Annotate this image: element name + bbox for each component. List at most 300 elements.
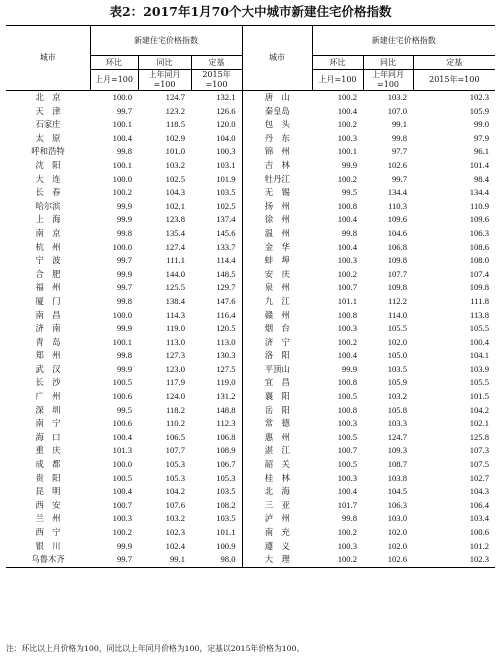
- left-yoy-cell: 106.5: [165, 431, 185, 442]
- right-fixed-cell: 102.3: [413, 553, 495, 567]
- left-yoy-cell: 99.1: [138, 553, 191, 567]
- table-row: [6, 309, 495, 323]
- table-row: [6, 404, 495, 418]
- left-mom-cell: 99.8: [116, 350, 132, 361]
- table-row: [6, 553, 495, 567]
- right-yoy-cell: 112.2: [388, 295, 408, 306]
- right-fixed-cell: 98.4: [473, 173, 490, 184]
- city-header-right: 城市: [242, 26, 312, 91]
- left-mom-cell: 100.0: [112, 309, 132, 320]
- right-yoy-cell: 109.3: [387, 445, 408, 456]
- right-yoy-cell: 106.8: [387, 241, 408, 252]
- right-yoy-cell: 109.6: [387, 214, 408, 225]
- left-mom-cell: 100.0: [112, 459, 132, 470]
- right-fixed-cell: 105.5: [469, 377, 490, 388]
- left-yoy-cell: 110.2: [165, 418, 185, 429]
- right-fixed-cell: 104.1: [469, 350, 490, 361]
- index-group-header-right: 新建住宅价格指数: [312, 26, 495, 56]
- table-row: [6, 200, 495, 214]
- left-city-cell: 石家庄: [35, 119, 61, 130]
- left-yoy-cell: 127.3: [165, 350, 185, 361]
- right-fixed-cell: 107.3: [469, 445, 490, 456]
- right-yoy-cell: 103.2: [387, 92, 408, 102]
- right-city-cell: 锦 州: [242, 145, 312, 159]
- right-yoy-cell: 114.0: [388, 309, 408, 320]
- left-yoy-cell: 123.8: [165, 214, 185, 225]
- left-mom-cell: 100.5: [112, 472, 132, 483]
- right-city-cell: 韶 关: [242, 458, 312, 472]
- left-fixed-cell: 104.0: [216, 132, 236, 143]
- right-city-cell: 宜 昌: [242, 376, 312, 390]
- right-city-cell: 惠 州: [242, 431, 312, 445]
- left-fixed-cell: 120.0: [216, 119, 236, 130]
- left-mom-cell: 100.0: [112, 241, 132, 252]
- right-fixed-cell: 109.8: [469, 282, 490, 293]
- left-fixed-cell: 148.8: [216, 404, 236, 415]
- left-mom-cell: 100.2: [112, 527, 132, 537]
- right-fixed-cell: 134.4: [469, 187, 490, 198]
- table-row: [6, 417, 495, 431]
- left-fixed-cell: 108.9: [216, 445, 236, 456]
- right-yoy-cell: 105.5: [387, 323, 408, 334]
- left-yoy-cell: 124.0: [165, 391, 185, 402]
- table-row: [6, 241, 495, 255]
- right-city-cell: 洛 阳: [242, 349, 312, 363]
- left-yoy-cell: 144.0: [165, 268, 185, 279]
- left-mom-cell: 99.8: [116, 146, 132, 157]
- left-mom-cell: 100.0: [112, 92, 132, 102]
- left-mom-cell: 100.1: [112, 336, 132, 347]
- left-fixed-cell: 133.7: [216, 241, 236, 252]
- right-city-cell: 平顶山: [242, 363, 312, 377]
- right-city-cell: 吉 林: [242, 159, 312, 173]
- left-yoy-cell: 102.5: [165, 173, 185, 184]
- right-fixed-cell: 97.9: [473, 132, 490, 143]
- right-city-cell: 温 州: [242, 227, 312, 241]
- left-fixed-cell: 106.7: [216, 459, 236, 470]
- right-yoy-cell: 104.6: [387, 227, 408, 238]
- table-body: [6, 91, 495, 568]
- left-mom-cell: 100.1: [112, 119, 132, 130]
- right-city-cell: 丹 东: [242, 132, 312, 146]
- right-mom-cell: 99.5: [341, 187, 358, 198]
- right-fixed-cell: 101.2: [469, 540, 490, 551]
- left-fixed-cell: 103.5: [216, 187, 236, 198]
- left-city-cell: 呼和浩特: [31, 146, 65, 157]
- right-fixed-cell: 109.6: [469, 214, 490, 225]
- right-city-cell: 烟 台: [242, 322, 312, 336]
- left-mom-cell: 99.7: [116, 105, 132, 116]
- left-city-cell: 长 沙: [35, 377, 61, 388]
- table-row: [6, 336, 495, 350]
- right-fixed-cell: 108.6: [469, 241, 490, 252]
- right-yoy-cell: 97.7: [391, 146, 408, 157]
- table-row: [6, 349, 495, 363]
- left-yoy-cell: 127.4: [165, 241, 185, 252]
- left-fixed-cell: 103.1: [216, 159, 236, 170]
- right-city-cell: 赣 州: [242, 309, 312, 323]
- right-city-cell: 泉 州: [242, 281, 312, 295]
- right-mom-cell: 100.2: [337, 336, 358, 347]
- right-fixed-cell: 102.3: [469, 92, 490, 102]
- right-mom-cell: 100.8: [337, 404, 358, 415]
- right-mom-cell: 100.3: [337, 255, 358, 266]
- right-fixed-cell: 107.5: [469, 459, 490, 470]
- footnote: 注：环比以上月价格为100，同比以上年同月价格为100，定基以2015年价格为100。: [6, 644, 305, 653]
- left-city-cell: 沈 阳: [35, 159, 61, 170]
- table-row: [6, 91, 495, 105]
- right-fixed-cell: 106.3: [469, 227, 490, 238]
- table-row: [6, 540, 495, 554]
- right-mom-cell: 100.8: [337, 200, 358, 211]
- left-yoy-cell: 125.5: [165, 282, 185, 293]
- left-city-cell: 郑 州: [35, 350, 61, 361]
- left-city-cell: 海 口: [35, 431, 61, 442]
- left-fixed-cell: 120.5: [216, 323, 236, 334]
- left-city-cell: 西 安: [35, 499, 61, 510]
- table-row: [6, 132, 495, 146]
- right-fixed-cell: 110.9: [470, 200, 490, 211]
- left-fixed-cell: 108.2: [216, 499, 236, 510]
- right-mom-cell: 100.3: [337, 472, 358, 483]
- left-fixed-cell: 114.4: [216, 255, 236, 266]
- left-mom-cell: 100.4: [112, 486, 132, 497]
- right-mom-cell: 100.3: [337, 418, 358, 429]
- left-fixed-cell: 127.5: [216, 363, 236, 374]
- left-city-cell: 南 昌: [35, 309, 61, 320]
- left-fixed-cell: 98.0: [191, 553, 242, 567]
- right-city-cell: 秦皇岛: [242, 105, 312, 119]
- left-mom-cell: 99.9: [116, 200, 132, 211]
- fixed-header-left: 定基: [191, 56, 242, 70]
- left-fixed-cell: 148.5: [216, 268, 236, 279]
- table-row: [6, 458, 495, 472]
- left-fixed-cell: 119.0: [216, 377, 236, 388]
- left-mom-cell: 99.7: [90, 553, 138, 567]
- right-city-cell: 金 华: [242, 241, 312, 255]
- right-yoy-cell: 108.7: [387, 459, 408, 470]
- right-fixed-cell: 111.8: [470, 295, 490, 306]
- left-fixed-cell: 147.6: [216, 295, 236, 306]
- left-fixed-cell: 116.4: [216, 309, 236, 320]
- mom-header-right: 环比: [312, 56, 363, 70]
- left-yoy-cell: 113.0: [165, 336, 185, 347]
- left-mom-cell: 100.6: [112, 391, 132, 402]
- left-mom-cell: 100.4: [112, 132, 132, 143]
- table-row: [6, 485, 495, 499]
- right-yoy-cell: 99.1: [391, 119, 408, 130]
- right-yoy-cell: 105.0: [387, 350, 408, 361]
- left-mom-cell: 100.3: [112, 513, 132, 524]
- right-fixed-cell: 113.8: [470, 309, 490, 320]
- right-fixed-cell: 125.8: [469, 431, 490, 442]
- left-fixed-cell: 132.1: [216, 92, 236, 102]
- left-city-cell: 南 宁: [35, 418, 61, 429]
- left-fixed-cell: 130.3: [216, 350, 236, 361]
- fixed-base-left: 2015年=100: [191, 70, 242, 91]
- table-row: [6, 213, 495, 227]
- right-mom-cell: 100.3: [337, 132, 358, 143]
- right-city-cell: 牡丹江: [242, 173, 312, 187]
- mom-base-left: 上月=100: [90, 70, 138, 91]
- right-mom-cell: 100.7: [337, 282, 358, 293]
- right-city-cell: 南 充: [242, 526, 312, 540]
- left-mom-cell: 99.8: [116, 227, 132, 238]
- left-city-cell: 合 肥: [35, 268, 61, 279]
- left-mom-cell: 99.7: [116, 282, 132, 293]
- left-yoy-cell: 105.3: [165, 459, 185, 470]
- right-mom-cell: 100.5: [337, 431, 358, 442]
- left-yoy-cell: 123.2: [165, 105, 185, 116]
- left-mom-cell: 99.9: [116, 540, 132, 551]
- table-row: [6, 431, 495, 445]
- right-city-cell: 襄 阳: [242, 390, 312, 404]
- right-yoy-cell: 103.3: [387, 418, 408, 429]
- left-city-cell: 福 州: [35, 282, 61, 293]
- left-yoy-cell: 118.5: [165, 119, 185, 130]
- table-title: 表2：2017年1月70个大中城市新建住宅价格指数: [109, 4, 392, 19]
- left-fixed-cell: 101.9: [216, 173, 236, 184]
- right-mom-cell: 100.2: [337, 268, 358, 279]
- mom-header-left: 环比: [90, 56, 138, 70]
- table-row: [6, 105, 495, 119]
- right-mom-cell: 99.8: [341, 513, 358, 524]
- right-mom-cell: 99.8: [341, 227, 358, 238]
- table-row: [6, 444, 495, 458]
- left-fixed-cell: 129.7: [216, 282, 236, 293]
- table-row: [6, 118, 495, 132]
- left-city-cell: 银 川: [35, 540, 61, 551]
- right-mom-cell: 100.2: [337, 173, 358, 184]
- left-city-cell: 青 岛: [35, 336, 61, 347]
- left-city-cell: 厦 门: [35, 295, 61, 306]
- left-yoy-cell: 103.2: [165, 513, 185, 524]
- left-yoy-cell: 103.2: [165, 159, 185, 170]
- left-yoy-cell: 107.7: [165, 445, 185, 456]
- right-mom-cell: 100.4: [337, 241, 358, 252]
- right-mom-cell: 100.3: [337, 540, 358, 551]
- right-yoy-cell: 109.8: [387, 255, 408, 266]
- left-mom-cell: 100.4: [112, 431, 132, 442]
- right-mom-cell: 100.1: [337, 146, 358, 157]
- left-fixed-cell: 105.3: [216, 472, 236, 483]
- left-fixed-cell: 145.6: [216, 227, 236, 238]
- right-city-cell: 湛 江: [242, 444, 312, 458]
- left-mom-cell: 99.5: [116, 404, 132, 415]
- right-city-cell: 桂 林: [242, 472, 312, 486]
- left-city-cell: 昆 明: [35, 486, 61, 497]
- yoy-base-right: 上年同月=100: [363, 70, 413, 91]
- right-mom-cell: 99.9: [341, 363, 358, 374]
- left-city-cell: 贵 阳: [35, 472, 61, 483]
- fixed-header-right: 定基: [413, 56, 495, 70]
- left-mom-cell: 100.2: [112, 187, 132, 198]
- right-fixed-cell: 101.5: [469, 391, 490, 402]
- right-mom-cell: 100.4: [337, 105, 358, 116]
- right-mom-cell: 100.4: [337, 486, 358, 497]
- right-mom-cell: 100.3: [337, 323, 358, 334]
- right-mom-cell: 100.8: [337, 309, 358, 320]
- right-mom-cell: 100.2: [337, 527, 358, 537]
- left-city-cell: 兰 州: [35, 513, 61, 524]
- right-yoy-cell: 109.8: [387, 282, 408, 293]
- right-city-cell: 大 理: [242, 553, 312, 567]
- left-mom-cell: 100.7: [112, 499, 132, 510]
- left-fixed-cell: 101.1: [216, 527, 236, 537]
- right-fixed-cell: 96.1: [473, 146, 490, 157]
- left-city-cell: 重 庆: [35, 445, 61, 456]
- right-fixed-cell: 105.9: [469, 105, 490, 116]
- right-yoy-cell: 105.8: [387, 404, 408, 415]
- left-fixed-cell: 100.9: [216, 540, 236, 551]
- right-mom-cell: 100.2: [312, 553, 363, 567]
- left-yoy-cell: 107.6: [165, 499, 185, 510]
- left-mom-cell: 100.0: [112, 173, 132, 184]
- left-city-cell: 大 连: [35, 173, 61, 184]
- right-fixed-cell: 106.4: [469, 499, 490, 510]
- left-fixed-cell: 131.2: [216, 391, 236, 402]
- index-group-header-left: 新建住宅价格指数: [90, 26, 242, 56]
- right-city-cell: 遵 义: [242, 540, 312, 554]
- left-fixed-cell: 106.8: [216, 431, 236, 442]
- right-fixed-cell: 104.3: [469, 486, 490, 497]
- yoy-header-right: 同比: [363, 56, 413, 70]
- left-yoy-cell: 102.4: [165, 540, 185, 551]
- left-city-cell: 成 都: [35, 459, 61, 470]
- right-yoy-cell: 99.8: [391, 132, 408, 143]
- left-yoy-cell: 102.1: [165, 200, 185, 211]
- left-city-cell: 哈尔滨: [35, 200, 61, 211]
- right-yoy-cell: 102.0: [387, 527, 408, 537]
- right-city-cell: 唐 山: [242, 91, 312, 105]
- right-yoy-cell: 102.6: [387, 159, 408, 170]
- right-yoy-cell: 107.7: [387, 268, 408, 279]
- left-yoy-cell: 119.0: [165, 323, 185, 334]
- right-mom-cell: 99.9: [341, 159, 358, 170]
- left-mom-cell: 99.9: [116, 268, 132, 279]
- left-fixed-cell: 126.6: [216, 105, 236, 116]
- yoy-base-left: 上年同月=100: [138, 70, 191, 91]
- right-yoy-cell: 107.0: [387, 105, 408, 116]
- right-fixed-cell: 100.4: [469, 336, 490, 347]
- left-yoy-cell: 124.7: [165, 92, 185, 102]
- right-city-cell: 包 头: [242, 118, 312, 132]
- table-row: [6, 159, 495, 173]
- right-fixed-cell: 103.9: [469, 363, 490, 374]
- left-city-cell: 西 宁: [35, 527, 61, 537]
- left-mom-cell: 100.6: [112, 418, 132, 429]
- left-mom-cell: 100.1: [112, 159, 132, 170]
- left-city-cell: 济 南: [35, 323, 61, 334]
- left-fixed-cell: 113.0: [216, 336, 236, 347]
- left-mom-cell: 101.3: [112, 445, 132, 456]
- right-fixed-cell: 107.4: [469, 268, 490, 279]
- right-mom-cell: 100.4: [337, 350, 358, 361]
- right-fixed-cell: 100.6: [469, 527, 490, 537]
- left-yoy-cell: 138.4: [165, 295, 185, 306]
- left-city-cell: 武 汉: [35, 363, 61, 374]
- right-mom-cell: 101.7: [337, 499, 358, 510]
- table-row: [6, 227, 495, 241]
- right-yoy-cell: 103.0: [387, 513, 408, 524]
- left-fixed-cell: 137.4: [216, 214, 236, 225]
- right-mom-cell: 101.1: [337, 295, 358, 306]
- table-row: [6, 499, 495, 513]
- right-city-cell: 蚌 埠: [242, 254, 312, 268]
- right-yoy-cell: 103.2: [387, 391, 408, 402]
- right-fixed-cell: 99.0: [473, 119, 490, 130]
- yoy-header-left: 同比: [138, 56, 191, 70]
- left-yoy-cell: 101.0: [165, 146, 185, 157]
- left-city-cell: 长 春: [35, 187, 61, 198]
- left-yoy-cell: 117.9: [165, 377, 185, 388]
- fixed-base-right: 2015年=100: [413, 70, 495, 91]
- right-city-cell: 泸 州: [242, 512, 312, 526]
- left-yoy-cell: 111.1: [166, 255, 185, 266]
- left-yoy-cell: 102.9: [165, 132, 185, 143]
- table-row: [6, 526, 495, 540]
- left-mom-cell: 99.9: [116, 363, 132, 374]
- right-city-cell: 三 亚: [242, 499, 312, 513]
- left-mom-cell: 99.8: [116, 295, 132, 306]
- left-city-cell: 乌鲁木齐: [6, 553, 90, 567]
- left-mom-cell: 99.9: [116, 323, 132, 334]
- table-row: [6, 363, 495, 377]
- left-fixed-cell: 103.5: [216, 486, 236, 497]
- right-mom-cell: 100.2: [337, 92, 358, 102]
- right-mom-cell: 100.5: [337, 391, 358, 402]
- right-mom-cell: 100.5: [337, 459, 358, 470]
- table-row: [6, 173, 495, 187]
- left-mom-cell: 100.5: [112, 377, 132, 388]
- right-city-cell: 无 锡: [242, 186, 312, 200]
- right-mom-cell: 100.7: [337, 445, 358, 456]
- table-row: [6, 322, 495, 336]
- right-yoy-cell: 106.3: [387, 499, 408, 510]
- right-yoy-cell: 105.9: [387, 377, 408, 388]
- left-city-cell: 南 京: [35, 227, 61, 238]
- right-yoy-cell: 103.5: [387, 363, 408, 374]
- left-fixed-cell: 100.3: [216, 146, 236, 157]
- price-index-table: [6, 25, 495, 568]
- right-fixed-cell: 105.5: [469, 323, 490, 334]
- left-mom-cell: 99.9: [116, 214, 132, 225]
- left-yoy-cell: 123.0: [165, 363, 185, 374]
- left-mom-cell: 99.7: [116, 255, 132, 266]
- left-city-cell: 北 京: [35, 92, 61, 102]
- right-yoy-cell: 124.7: [387, 431, 408, 442]
- left-city-cell: 深 圳: [35, 404, 61, 415]
- right-yoy-cell: 102.0: [387, 540, 408, 551]
- right-yoy-cell: 102.0: [387, 336, 408, 347]
- left-yoy-cell: 104.2: [165, 486, 185, 497]
- left-yoy-cell: 105.3: [165, 472, 185, 483]
- right-city-cell: 徐 州: [242, 213, 312, 227]
- right-mom-cell: 100.4: [337, 214, 358, 225]
- left-city-cell: 上 海: [35, 214, 61, 225]
- mom-base-right: 上月=100: [312, 70, 363, 91]
- right-city-cell: 岳 阳: [242, 404, 312, 418]
- right-fixed-cell: 104.2: [469, 404, 490, 415]
- city-header-left: 城市: [6, 26, 90, 91]
- right-yoy-cell: 104.5: [387, 486, 408, 497]
- right-mom-cell: 100.2: [337, 119, 358, 130]
- left-city-cell: 太 原: [35, 132, 61, 143]
- table-row: [6, 512, 495, 526]
- right-yoy-cell: 134.4: [387, 187, 408, 198]
- left-yoy-cell: 104.3: [165, 187, 185, 198]
- table-row: [6, 376, 495, 390]
